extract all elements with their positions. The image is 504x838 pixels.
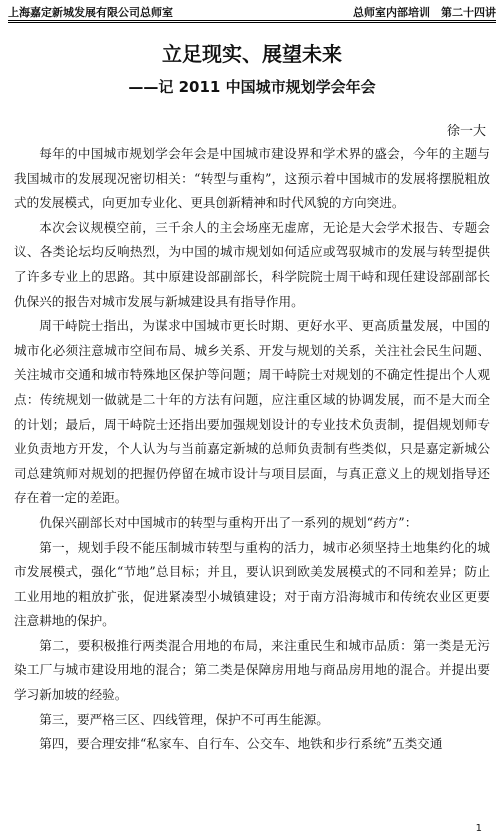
paragraph: 周干峙院士指出，为谋求中国城市更长时期、更好水平、更高质量发展，中国的城市化必须注意城市空间布局、城乡关系、开发与规划的关系，关注社会民生问题、关注城市交通和城市特殊地区保护等问题；周干峙院士对规划的不确定性提出个人观点：传统规划一做就是二十年的方法有问题，应注重区域的协调发展，而不是大而全的计划；最后，周干峙院士还指出要加强规划设计的专业技术负责制，提倡规划师专业负责地方开发，个人认为与当前嘉定新城的总师负责制有些类似，只是嘉定新城公司总建筑师对规划的把握仍停留在城市设计与项目层面，与真正意义上的规划指导还存在着一定的差距。 — [14, 318, 490, 506]
header-lecture-info: 总师室内部培训 第二十四讲 — [353, 6, 496, 19]
document-subtitle: ——记 2011 中国城市规划学会年会 — [128, 78, 376, 96]
page-header — [8, 4, 496, 21]
paragraph: 第二，要积极推行两类混合用地的布局，来注重民生和城市品质：第一类是无污染工厂与城市建设用地的混合；第二类是保障房用地与商品房用地的混合。并提出要学习新加坡的经验。 — [14, 637, 490, 703]
paragraph: 第四，要合理安排“私家车、自行车、公交车、地铁和步行系统”五类交通 — [39, 736, 443, 752]
paragraph: 每年的中国城市规划学会年会是中国城市建设界和学术界的盛会，今年的主题与我国城市的发展现况密切相关：“转型与重构”，这预示着中国城市的发展将摆脱粗放式的发展模式，向更加专业化、更具创新精神和时代风貌的方向突进。 — [14, 146, 490, 211]
header-divider — [8, 22, 496, 23]
paragraph: 仇保兴副部长对中国城市的转型与重构开出了一系列的规划“药方”： — [39, 514, 418, 530]
header-organization: 上海嘉定新城发展有限公司总师室 — [8, 6, 173, 19]
paragraph: 第一，规划手段不能压制城市转型与重构的活力，城市必须坚持土地集约化的城市发展模式，强化“节地”总目标；并且，要认识到欧美发展模式的不同和差异；防止工业用地的粗放扩张，促进紧凑型小城镇建设；对于南方沿海城市和传统农业区更要注意耕地的保护。 — [14, 539, 490, 629]
page-number: 1 — [475, 823, 482, 834]
paragraph: 第三，要严格三区、四线管理，保护不可再生能源。 — [39, 711, 329, 727]
document-body — [14, 142, 490, 757]
author-name: 徐一大 — [446, 124, 486, 139]
paragraph: 本次会议规模空前，三千余人的主会场座无虚席，无论是大会学术报告、专题会议、各类论坛均反响热烈，为中国的城市规划如何适应或驾驭城市的发展与转型提供了许多专业上的思路。其中原建设部副部长，科学院院士周干峙和现任建设部副部长仇保兴的报告对城市发展与新城建设具有指导作用。 — [14, 219, 490, 309]
document-title: 立足现实、展望未来 — [162, 42, 342, 66]
